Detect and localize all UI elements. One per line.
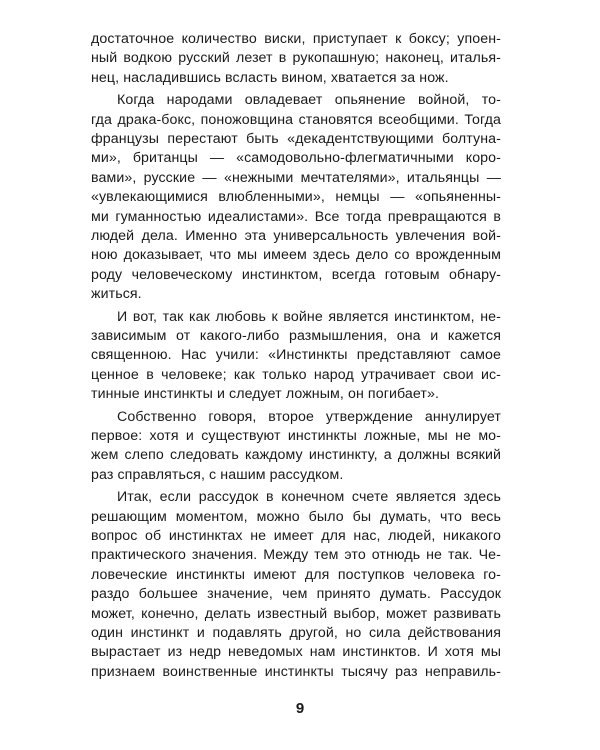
- text-line: признаем воинственные инстинкты тысячу раз неправиль-: [91, 663, 501, 680]
- text-line: решающим моментом, можно было бы думать, что весь: [91, 508, 501, 525]
- text-line: может, конечно, делать известный выбор, может развивать: [91, 605, 501, 622]
- text-line: ми гуманностью идеалистами». Все тогда превращаются в: [91, 208, 501, 225]
- text-line: раздо большее значение, чем принято думать. Рассудок: [91, 586, 501, 603]
- text-line: житься.: [91, 286, 142, 303]
- text-line: жем слепо следовать каждому инстинкту, а должны всякий: [91, 447, 501, 464]
- text-line: один инстинкт и подавлять другой, но сила действования: [91, 625, 501, 641]
- text-line: французы перестают быть «декадентствующими болтуна-: [91, 131, 501, 147]
- text-line: нец, насладившись всласть вином, хватается за нож.: [91, 69, 449, 86]
- text-line: гда драка-бокс, поножовщина становятся всеобщими. Тогда: [91, 111, 501, 128]
- text-line: вырастает из недр неведомых нам инстинктов. И хотя мы: [91, 644, 501, 661]
- text-line: ловеческие инстинкты имеют для поступков человека го-: [91, 566, 501, 583]
- text-line: священною. Нас учили: «Инстинкты представляют самое: [91, 347, 501, 364]
- text-line: вами», русские — «нежными мечтателями», итальянцы —: [91, 169, 501, 186]
- paragraph-first-line: Итак, если рассудок в конечном счете является здесь: [117, 489, 501, 506]
- text-line: ценное в человеке; как только народ утрачивает свои ис-: [91, 366, 501, 383]
- text-line: раз справляться, с нашим рассудком.: [91, 466, 344, 483]
- paragraph-first-line: И вот, так как любовь к войне является инстинктом, не-: [117, 308, 501, 325]
- text-line: тинные инстинкты и следует ложным, он погибает».: [91, 386, 440, 403]
- text-line: зависимым от какого-либо размышления, она и кажется: [91, 328, 501, 344]
- text-line: ми», британцы — «самодовольно-флегматичными коро-: [91, 150, 501, 167]
- text-line: первое: хотя и существуют инстинкты ложные, мы не мо-: [91, 428, 501, 444]
- paragraph-first-line: Когда народами овладевает опьянение войной, то-: [117, 92, 501, 109]
- page-number: 9: [295, 700, 305, 718]
- text-line: роду человеческому инстинктом, всегда готовым обнару-: [91, 266, 501, 283]
- text-line: людей дела. Именно эта универсальность увлечения вой-: [91, 228, 501, 244]
- text-line: вопрос об инстинктах не имеет для нас, людей, никакого: [91, 528, 501, 544]
- text-line: достаточное количество виски, приступает к боксу; упоен-: [91, 31, 501, 47]
- text-line: ный водкою русский лезет в рукопашную; наконец, италья-: [91, 50, 501, 67]
- paragraph-first-line: Собственно говоря, второе утверждение аннулирует: [117, 408, 501, 425]
- text-line: ною доказывает, что мы имеем здесь дело со врожденным: [91, 247, 501, 264]
- text-line: практического значения. Между тем это отнюдь не так. Че-: [91, 547, 501, 564]
- text-line: «увлекающимися влюбленными», немцы — «опьяненны-: [91, 189, 501, 206]
